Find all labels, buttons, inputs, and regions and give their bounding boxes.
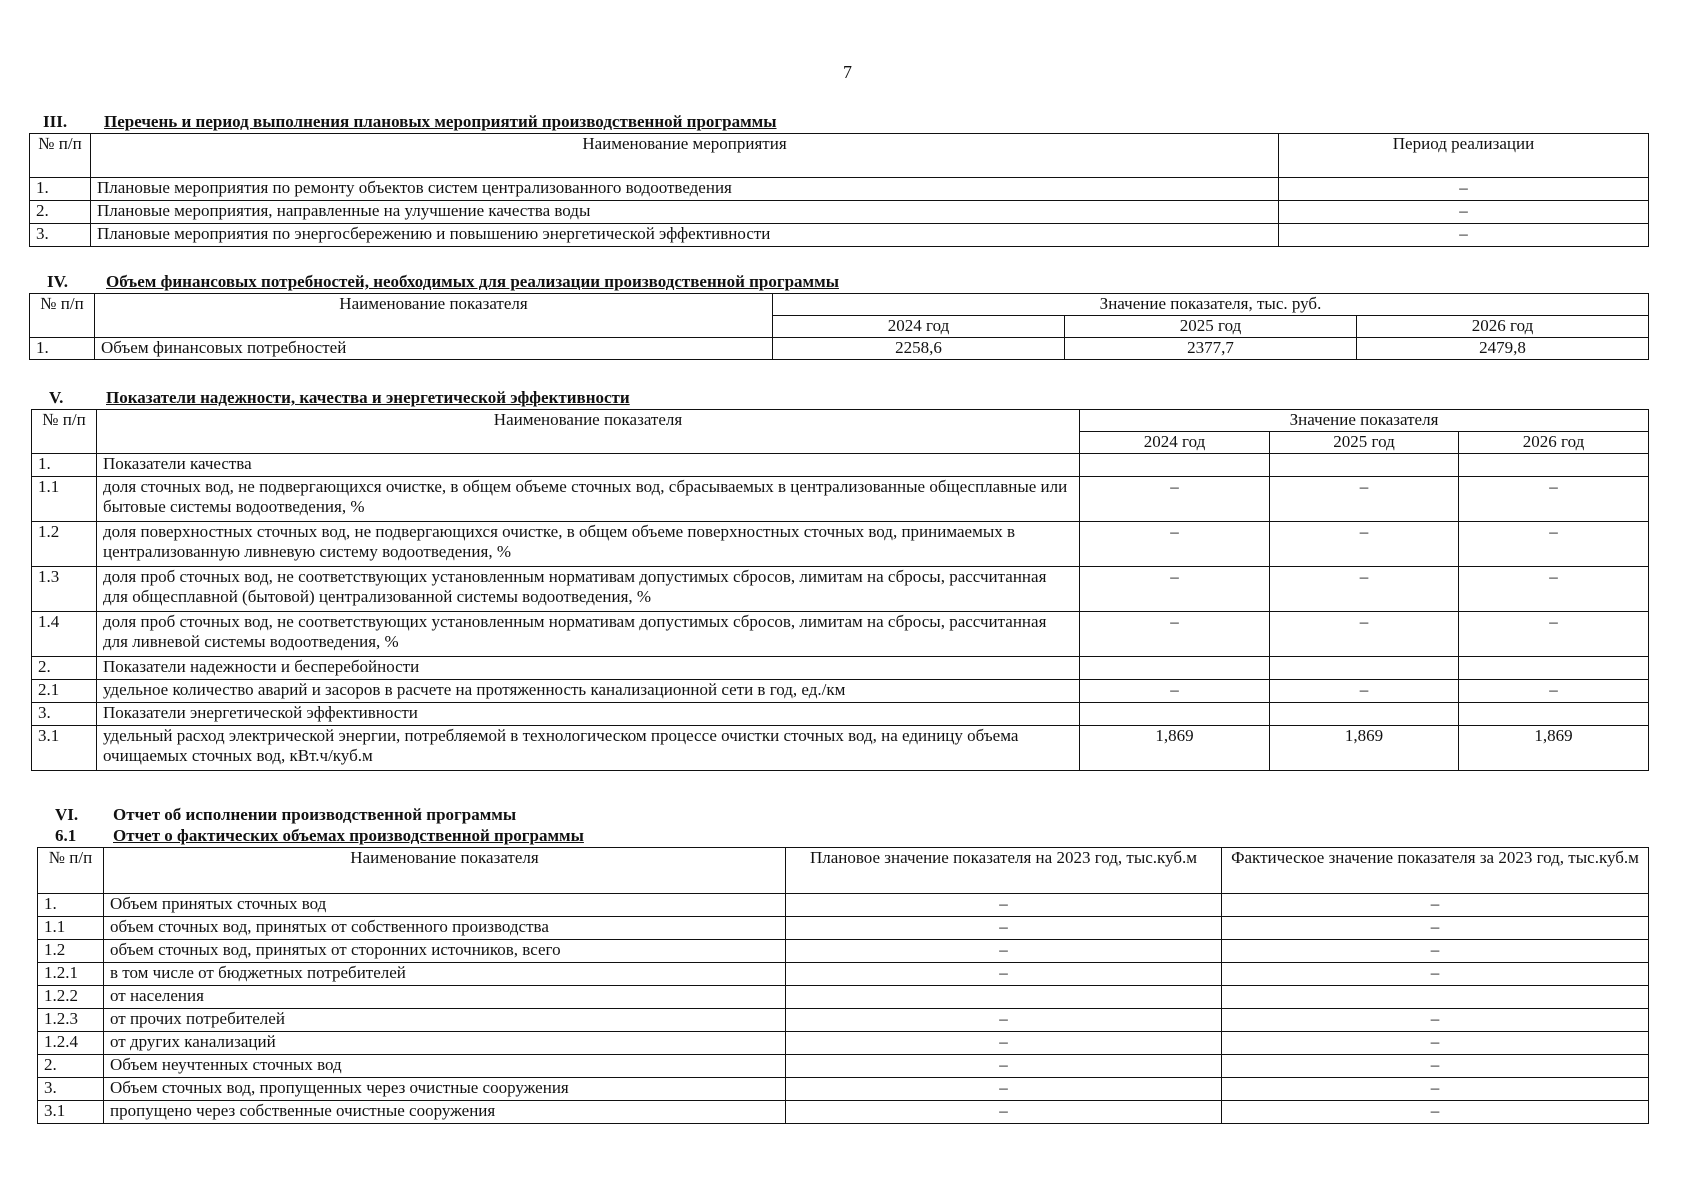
table-row <box>32 703 1649 726</box>
row-value: – <box>1270 612 1459 657</box>
row-name: Объем финансовых потребностей <box>95 338 773 360</box>
table-row <box>38 1078 1649 1101</box>
row-num: 1. <box>38 894 104 917</box>
row-plan: – <box>786 1078 1222 1101</box>
row-fact: – <box>1222 1055 1649 1078</box>
table-row <box>38 1032 1649 1055</box>
section-6-number: VI. <box>55 805 79 824</box>
table-row <box>32 477 1649 522</box>
section-3-table <box>29 133 1649 247</box>
table-row <box>32 612 1649 657</box>
table-row <box>38 986 1649 1009</box>
row-fact: – <box>1222 1078 1649 1101</box>
row-value: – <box>1080 522 1270 567</box>
row-plan: – <box>786 940 1222 963</box>
table-row <box>38 940 1649 963</box>
row-num: 1. <box>30 178 91 201</box>
section-5-table <box>31 409 1649 771</box>
row-name: Показатели энергетической эффективности <box>97 703 1080 726</box>
row-value <box>1459 454 1649 477</box>
row-plan: – <box>786 1009 1222 1032</box>
row-period: – <box>1279 224 1649 247</box>
table-row <box>32 567 1649 612</box>
row-value: 1,869 <box>1270 726 1459 771</box>
header-name: Наименование показателя <box>95 294 773 338</box>
section-4-heading <box>47 272 839 291</box>
row-name: удельное количество аварий и засоров в расчете на протяженность канализационной сети в год, ед./км <box>97 680 1080 703</box>
row-num: 1.2.4 <box>38 1032 104 1055</box>
table-row <box>38 1055 1649 1078</box>
header-value: Значение показателя <box>1080 410 1649 432</box>
row-num: 3. <box>30 224 91 247</box>
header-value: Значение показателя, тыс. руб. <box>773 294 1649 316</box>
section-6-1-heading <box>55 826 584 845</box>
page-number: 7 <box>843 62 852 82</box>
row-name: от населения <box>104 986 786 1009</box>
table-row <box>30 178 1649 201</box>
row-name: в том числе от бюджетных потребителей <box>104 963 786 986</box>
row-num: 3.1 <box>38 1101 104 1124</box>
row-value: – <box>1459 567 1649 612</box>
row-name: пропущено через собственные очистные сооружения <box>104 1101 786 1124</box>
section-5-number: V. <box>49 388 64 407</box>
header-plan: Плановое значение показателя на 2023 год, тыс.куб.м <box>786 848 1222 894</box>
row-num: 2. <box>32 657 97 680</box>
row-name: от прочих потребителей <box>104 1009 786 1032</box>
header-name: Наименование показателя <box>104 848 786 894</box>
row-value <box>1270 454 1459 477</box>
row-value: 2377,7 <box>1065 338 1357 360</box>
row-num: 1.1 <box>38 917 104 940</box>
row-num: 3. <box>32 703 97 726</box>
section-3-title: Перечень и период выполнения плановых мероприятий производственной программы <box>104 112 777 131</box>
header-year: 2024 год <box>773 316 1065 338</box>
section-6-title: Отчет об исполнении производственной программы <box>113 805 517 824</box>
row-value: – <box>1459 477 1649 522</box>
table-row <box>32 726 1649 771</box>
section-3-heading <box>43 112 777 131</box>
row-plan: – <box>786 1032 1222 1055</box>
row-fact <box>1222 986 1649 1009</box>
row-name: доля проб сточных вод, не соответствующих установленным нормативам допустимых сбросов, лимитам на сбросы, рассчитанная для общесплавной (бытовой) централизованной системы водоотведения, % <box>97 567 1080 612</box>
row-value: – <box>1080 612 1270 657</box>
table-header-row <box>32 410 1649 432</box>
table-row <box>30 338 1649 360</box>
row-name: удельный расход электрической энергии, потребляемой в технологическом процессе очистки сточных вод, на единицу объема очищаемых сточных вод, кВт.ч/куб.м <box>97 726 1080 771</box>
section-4-table <box>29 293 1649 360</box>
table-row <box>38 1101 1649 1124</box>
row-num: 3. <box>38 1078 104 1101</box>
row-name: доля сточных вод, не подвергающихся очистке, в общем объеме сточных вод, сбрасываемых в централизованные общесплавные или бытовые системы водоотведения, % <box>97 477 1080 522</box>
row-num: 3.1 <box>32 726 97 771</box>
header-num: № п/п <box>32 410 97 454</box>
row-value <box>1080 657 1270 680</box>
row-fact: – <box>1222 1101 1649 1124</box>
header-year: 2024 год <box>1080 432 1270 454</box>
header-period: Период реализации <box>1279 134 1649 178</box>
section-6-1-number: 6.1 <box>55 826 77 845</box>
header-year: 2026 год <box>1459 432 1649 454</box>
row-value: – <box>1459 522 1649 567</box>
row-name: Плановые мероприятия по энергосбережению и повышению энергетической эффективности <box>91 224 1279 247</box>
section-5-heading <box>49 388 630 407</box>
row-value: – <box>1459 612 1649 657</box>
row-value: – <box>1270 680 1459 703</box>
row-value: 2479,8 <box>1357 338 1649 360</box>
row-value: – <box>1080 567 1270 612</box>
row-num: 1.2.2 <box>38 986 104 1009</box>
section-6-1-title: Отчет о фактических объемах производственной программы <box>113 826 584 845</box>
table-row <box>30 224 1649 247</box>
section-6-heading <box>55 805 517 824</box>
table-row <box>32 522 1649 567</box>
row-value: – <box>1080 477 1270 522</box>
row-fact: – <box>1222 1009 1649 1032</box>
header-num: № п/п <box>30 294 95 338</box>
table-row <box>30 201 1649 224</box>
table-row <box>38 917 1649 940</box>
row-name: Объем сточных вод, пропущенных через очистные сооружения <box>104 1078 786 1101</box>
row-value: 1,869 <box>1080 726 1270 771</box>
table-row <box>32 680 1649 703</box>
header-year: 2025 год <box>1065 316 1357 338</box>
section-4-number: IV. <box>47 272 68 291</box>
header-year: 2025 год <box>1270 432 1459 454</box>
header-year: 2026 год <box>1357 316 1649 338</box>
row-value: – <box>1080 680 1270 703</box>
row-name: Показатели качества <box>97 454 1080 477</box>
row-value: – <box>1270 477 1459 522</box>
row-name: объем сточных вод, принятых от сторонних источников, всего <box>104 940 786 963</box>
row-name: доля проб сточных вод, не соответствующих установленным нормативам допустимых сбросов, лимитам на сбросы, рассчитанная для ливневой системы водоотведения, % <box>97 612 1080 657</box>
section-3-number: III. <box>43 112 68 131</box>
row-fact: – <box>1222 940 1649 963</box>
row-num: 1.4 <box>32 612 97 657</box>
table-row <box>38 894 1649 917</box>
row-value <box>1459 703 1649 726</box>
row-value: – <box>1459 680 1649 703</box>
row-plan: – <box>786 1055 1222 1078</box>
row-num: 2.1 <box>32 680 97 703</box>
row-plan <box>786 986 1222 1009</box>
row-value: – <box>1270 567 1459 612</box>
table-row <box>38 1009 1649 1032</box>
row-num: 2. <box>38 1055 104 1078</box>
table-row <box>38 963 1649 986</box>
row-value <box>1459 657 1649 680</box>
row-period: – <box>1279 201 1649 224</box>
row-period: – <box>1279 178 1649 201</box>
row-value <box>1080 703 1270 726</box>
row-fact: – <box>1222 894 1649 917</box>
row-plan: – <box>786 1101 1222 1124</box>
section-4-title: Объем финансовых потребностей, необходимых для реализации производственной программы <box>106 272 839 291</box>
header-name: Наименование показателя <box>97 410 1080 454</box>
table-row <box>32 454 1649 477</box>
row-value: – <box>1270 522 1459 567</box>
row-value <box>1270 703 1459 726</box>
row-name: доля поверхностных сточных вод, не подвергающихся очистке, в общем объеме поверхностных сточных вод, принимаемых в централизованную ливневую систему водоотведения, % <box>97 522 1080 567</box>
row-value: 1,869 <box>1459 726 1649 771</box>
row-name: Плановые мероприятия, направленные на улучшение качества воды <box>91 201 1279 224</box>
table-header-row <box>30 134 1649 178</box>
row-num: 1. <box>30 338 95 360</box>
row-name: Объем неучтенных сточных вод <box>104 1055 786 1078</box>
header-name: Наименование мероприятия <box>91 134 1279 178</box>
row-plan: – <box>786 894 1222 917</box>
row-plan: – <box>786 963 1222 986</box>
section-6-table <box>37 847 1649 1124</box>
row-name: Плановые мероприятия по ремонту объектов систем централизованного водоотведения <box>91 178 1279 201</box>
section-5-title: Показатели надежности, качества и энергетической эффективности <box>106 388 630 407</box>
header-num: № п/п <box>30 134 91 178</box>
row-plan: – <box>786 917 1222 940</box>
row-num: 1.2.1 <box>38 963 104 986</box>
row-fact: – <box>1222 917 1649 940</box>
row-fact: – <box>1222 1032 1649 1055</box>
table-header-row <box>30 294 1649 316</box>
header-fact: Фактическое значение показателя за 2023 год, тыс.куб.м <box>1222 848 1649 894</box>
row-value: 2258,6 <box>773 338 1065 360</box>
table-row <box>32 657 1649 680</box>
row-num: 1.2 <box>38 940 104 963</box>
row-num: 1.3 <box>32 567 97 612</box>
row-value <box>1270 657 1459 680</box>
row-name: Показатели надежности и бесперебойности <box>97 657 1080 680</box>
row-value <box>1080 454 1270 477</box>
row-num: 1. <box>32 454 97 477</box>
header-num: № п/п <box>38 848 104 894</box>
row-num: 1.2.3 <box>38 1009 104 1032</box>
row-name: от других канализаций <box>104 1032 786 1055</box>
row-num: 2. <box>30 201 91 224</box>
row-name: объем сточных вод, принятых от собственного производства <box>104 917 786 940</box>
row-fact: – <box>1222 963 1649 986</box>
row-num: 1.1 <box>32 477 97 522</box>
row-num: 1.2 <box>32 522 97 567</box>
table-header-row <box>38 848 1649 894</box>
row-name: Объем принятых сточных вод <box>104 894 786 917</box>
